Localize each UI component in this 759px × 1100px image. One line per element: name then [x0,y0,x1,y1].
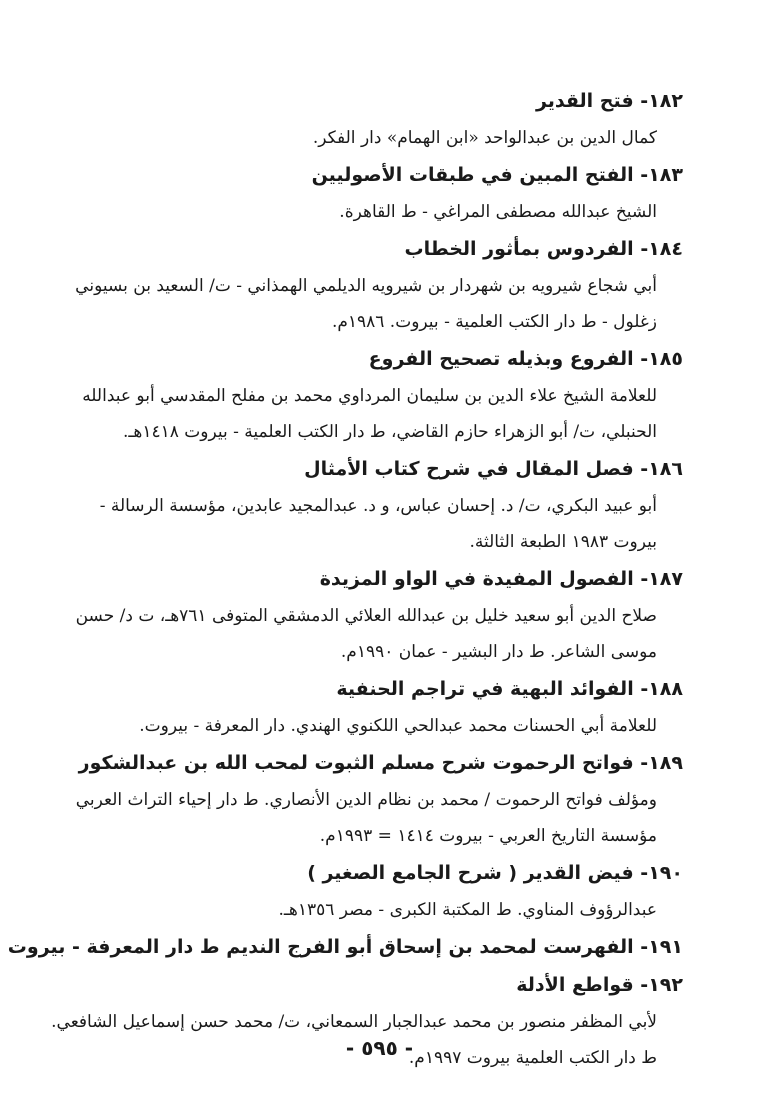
entry-heading: ١٨٤- الفردوس بمأثور الخطاب [404,238,683,260]
bibliography-entry [50,854,683,928]
entry-detail-line: أبي شجاع شيرويه بن شهردار بن شيرويه الديلمي الهمذاني - ت/ السعيد بن بسيوني [75,276,657,296]
entry-heading: ١٨٩- فواتح الرحموت شرح مسلم الثبوت لمحب الله بن عبدالشكور [78,752,683,774]
entry-detail-line: الشيخ عبدالله مصطفى المراغي - ط القاهرة. [339,202,657,222]
bibliography-entry [50,744,683,854]
entry-detail-line: صلاح الدين أبو سعيد خليل بن عبدالله العلائي الدمشقي المتوفى ٧٦١هـ، ت د/ حسن [75,606,657,626]
entry-heading: ١٩٢- قواطع الأدلة [516,974,683,996]
bibliography-entry [50,340,683,450]
entry-detail-line: بيروت ١٩٨٣ الطبعة الثالثة. [469,532,657,552]
bibliography-entry [50,156,683,230]
entry-heading: ١٨٢- فتح القدير [535,90,683,112]
entry-detail-line: موسى الشاعر. ط دار البشير - عمان ١٩٩٠م. [340,642,657,662]
entry-detail-line: كمال الدين بن عبدالواحد «ابن الهمام» دار الفكر. [312,128,657,148]
entry-detail-line: زغلول - ط دار الكتب العلمية - بيروت. ١٩٨٦م. [331,312,657,332]
entry-detail-line: للعلامة الشيخ علاء الدين بن سليمان المرداوي محمد بن مفلح المقدسي أبو عبدالله [82,386,657,406]
bibliography-entry [50,560,683,670]
entry-heading: ١٩٠- فيض القدير ( شرح الجامع الصغير ) [307,862,683,884]
entry-detail-line: الحنبلي، ت/ أبو الزهراء حازم القاضي، ط دار الكتب العلمية - بيروت ١٤١٨هـ. [122,422,657,442]
bibliography-entry [50,230,683,340]
entry-heading: ١٩١- الفهرست لمحمد بن إسحاق أبو الفرج النديم ط دار المعرفة - بيروت [7,936,683,958]
bibliography-entry [50,82,683,156]
page-number: - ٥٩٥ - [345,1036,414,1060]
entry-detail-line: مؤسسة التاريخ العربي - بيروت ١٤١٤ = ١٩٩٣م. [319,826,657,846]
entry-detail-line: للعلامة أبي الحسنات محمد عبدالحي اللكنوي الهندي. دار المعرفة - بيروت. [139,716,657,736]
bibliography-entry [50,670,683,744]
bibliography-entry [50,450,683,560]
entry-heading: ١٨٥- الفروع وبذيله تصحيح الفروع [368,348,683,370]
entry-heading: ١٨٨- الفوائد البهية في تراجم الحنفية [336,678,683,700]
entry-detail-line: أبو عبيد البكري، ت/ د. إحسان عباس، و د. عبدالمجيد عابدين، مؤسسة الرسالة - [99,496,657,516]
entry-detail-line: لأبي المظفر منصور بن محمد عبدالجبار السمعاني، ت/ محمد حسن إسماعيل الشافعي. [51,1012,657,1032]
entry-detail-line: ومؤلف فواتح الرحموت / محمد بن نظام الدين الأنصاري. ط دار إحياء التراث العربي [75,790,657,810]
entry-heading: ١٨٣- الفتح المبين في طبقات الأصوليين [311,164,683,186]
bibliography-list [7,82,683,1076]
entry-heading: ١٨٦- فصل المقال في شرح كتاب الأمثال [304,458,683,480]
entry-detail-line: ط دار الكتب العلمية بيروت ١٩٩٧م. [408,1048,657,1068]
entry-heading: ١٨٧- الفصول المفيدة في الواو المزيدة [319,568,683,590]
entry-detail-line: عبدالرؤوف المناوي. ط المكتبة الكبرى - مصر ١٣٥٦هـ. [278,900,657,920]
bibliography-entry [7,928,683,966]
